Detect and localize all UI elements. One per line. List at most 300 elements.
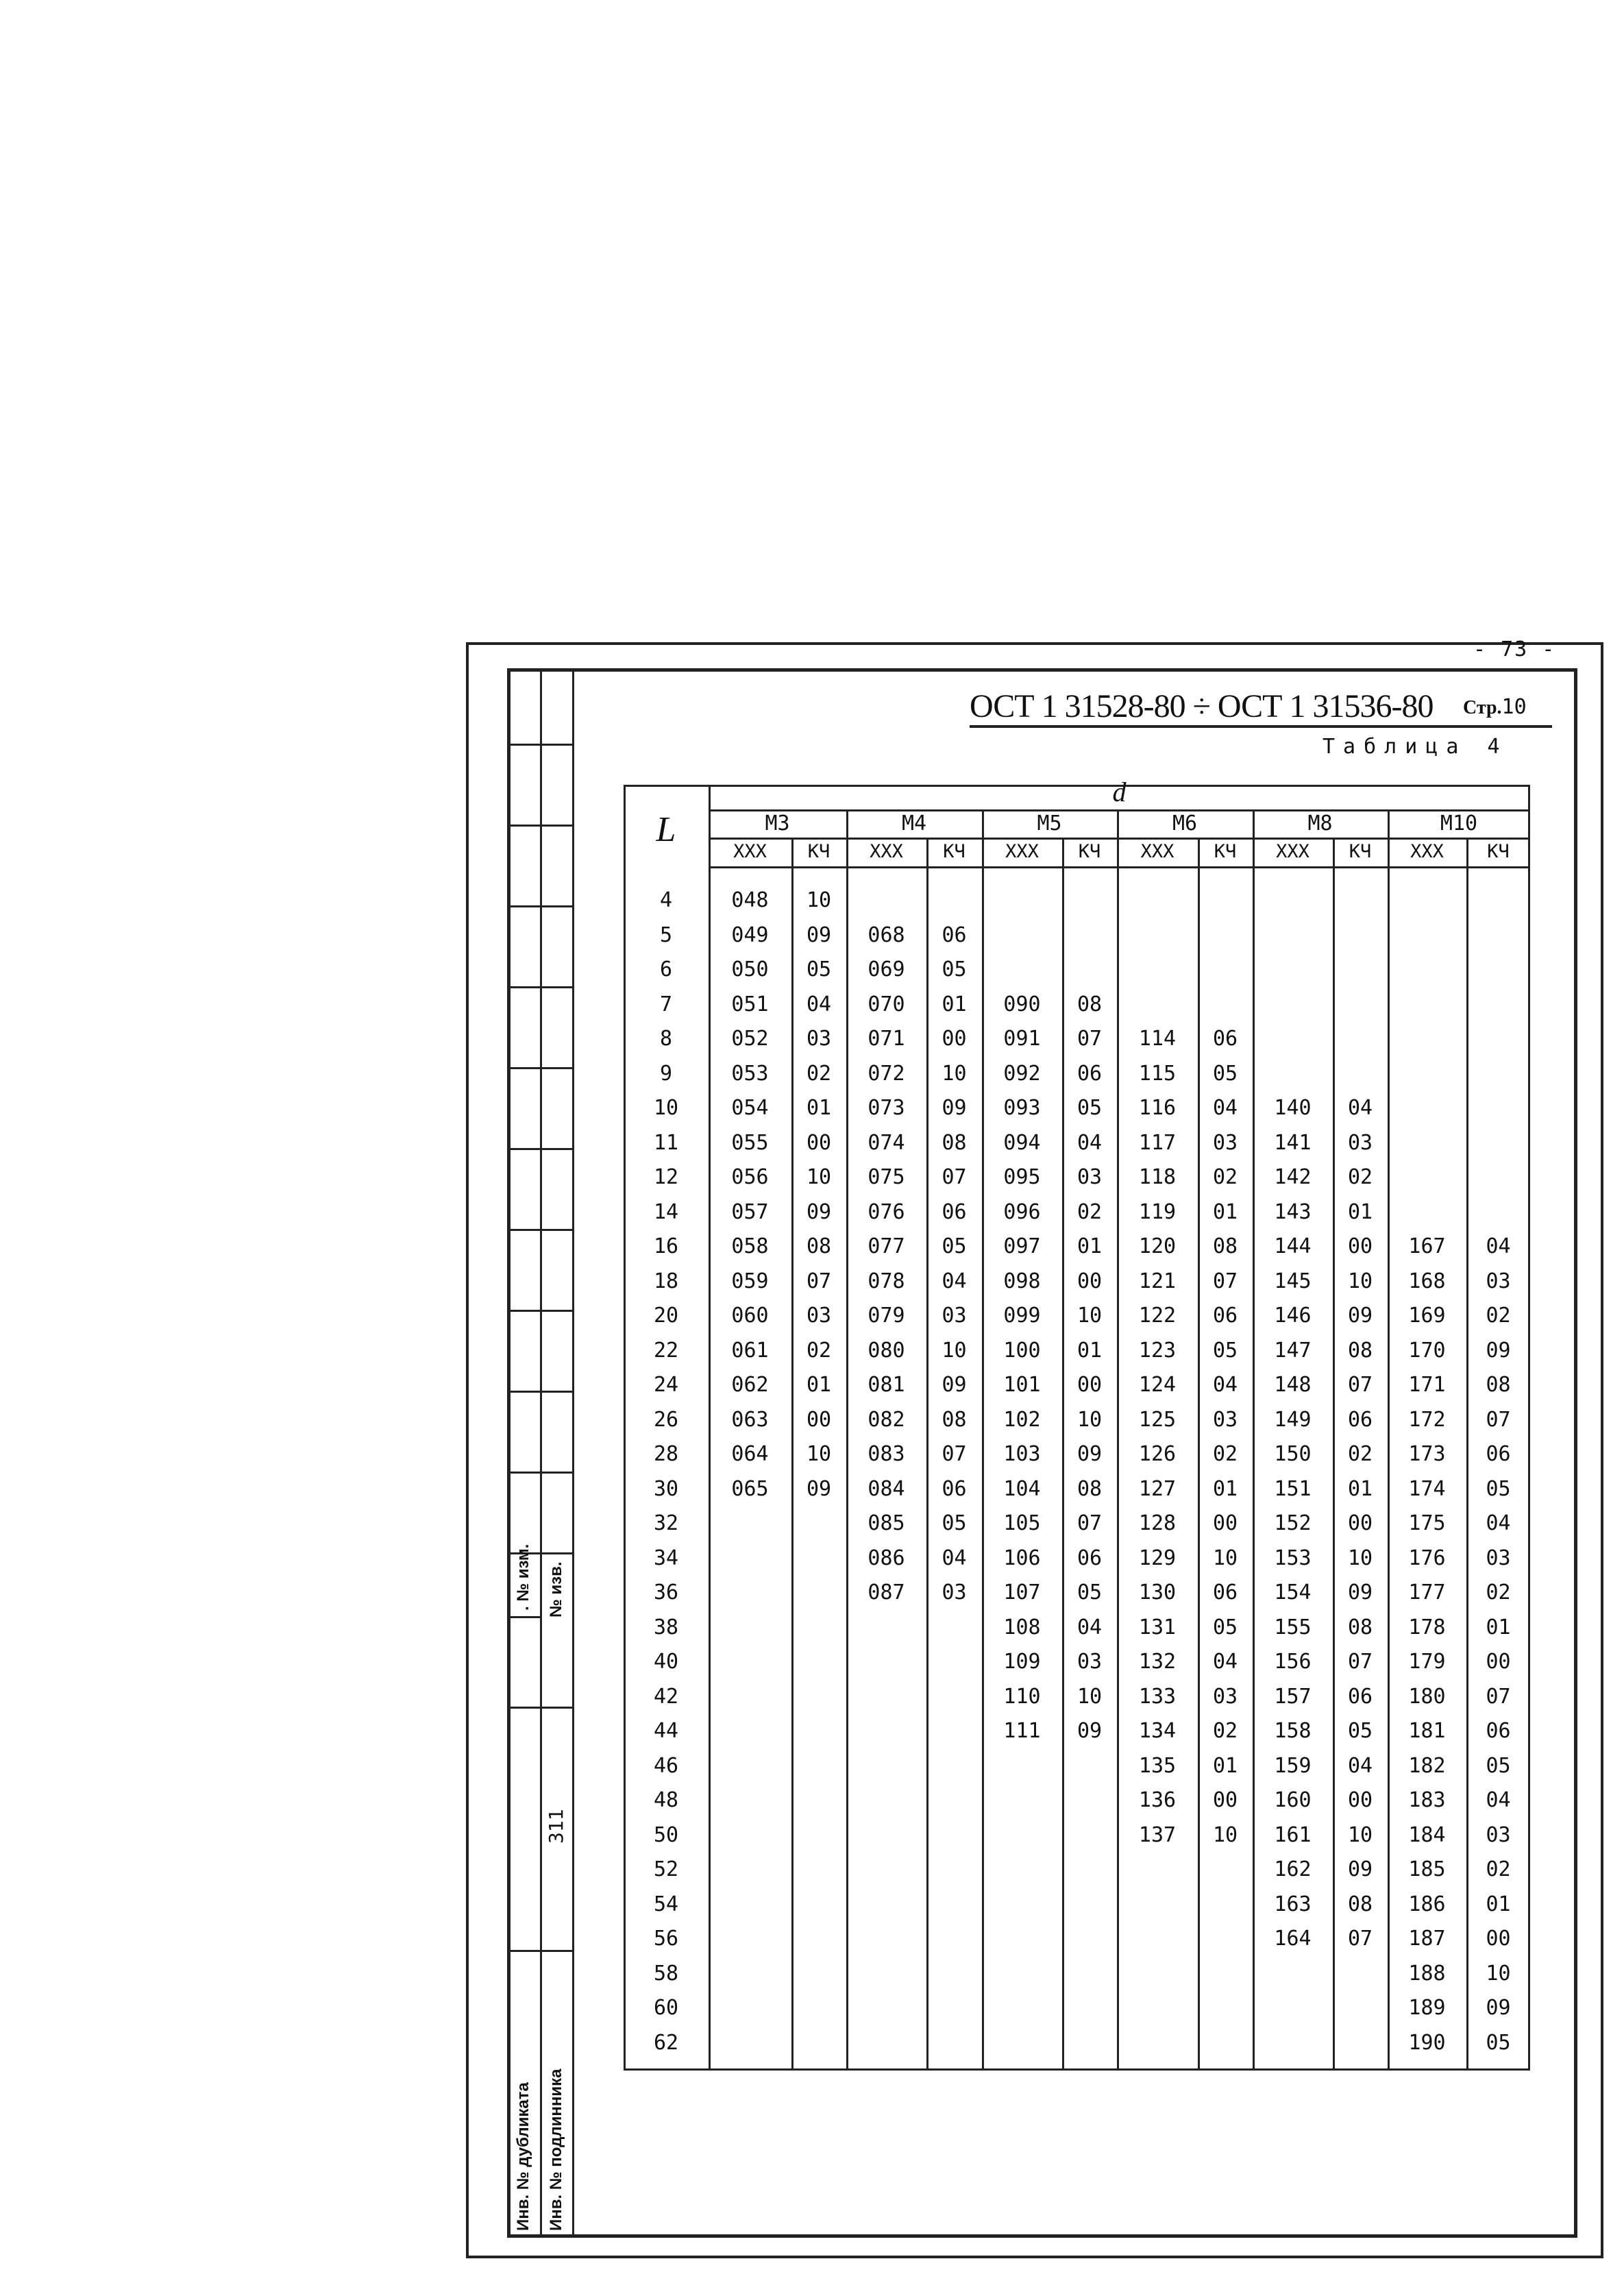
kch-cell: 03 xyxy=(1212,1130,1238,1155)
length-cell: 20 xyxy=(653,1304,679,1328)
length-cell: 7 xyxy=(659,992,673,1016)
kch-cell: 05 xyxy=(1076,1580,1103,1604)
xxx-cell: 064 xyxy=(731,1442,769,1466)
kch-cell: 10 xyxy=(1347,1269,1373,1293)
kch-cell: 10 xyxy=(806,1165,832,1189)
kch-cell: 06 xyxy=(1076,1061,1103,1086)
xxx-cell: 117 xyxy=(1138,1130,1177,1155)
kch-cell: 08 xyxy=(1076,1476,1103,1501)
kch-cell: 00 xyxy=(1486,1927,1511,1951)
xxx-cell: 188 xyxy=(1408,1961,1446,1986)
kch-cell: 01 xyxy=(1347,1199,1373,1224)
xxx-cell: 081 xyxy=(868,1373,905,1397)
kch-cell: 02 xyxy=(1212,1442,1238,1466)
kch-cell: 10 xyxy=(1347,1546,1373,1570)
change-number-label: . № изм. xyxy=(514,1543,532,1611)
xxx-cell: 118 xyxy=(1138,1165,1177,1189)
xxx-cell: 156 xyxy=(1274,1650,1312,1674)
kch-cell: 06 xyxy=(942,1199,967,1224)
kch-cell: 10 xyxy=(1212,1546,1238,1570)
xxx-cell: 186 xyxy=(1408,1892,1446,1916)
kch-cell: 01 xyxy=(1212,1753,1238,1778)
xxx-cell: 073 xyxy=(868,1096,905,1120)
length-cell: 11 xyxy=(653,1130,679,1155)
xxx-cell: 116 xyxy=(1138,1096,1177,1120)
xxx-cell: 187 xyxy=(1408,1927,1446,1951)
page-label-text: Стр. xyxy=(1463,697,1502,718)
xxx-cell: 108 xyxy=(1003,1615,1041,1639)
xxx-cell: 171 xyxy=(1408,1373,1446,1397)
kch-cell: 00 xyxy=(1212,1788,1238,1812)
kch-cell: 00 xyxy=(806,1407,832,1432)
kch-cell: 08 xyxy=(1347,1615,1373,1639)
xxx-cell: 103 xyxy=(1003,1442,1041,1466)
kch-cell: 01 xyxy=(1076,1234,1103,1258)
kch-cell: 03 xyxy=(1486,1822,1511,1847)
subheader-kch: КЧ xyxy=(1214,841,1237,862)
length-cell: 9 xyxy=(659,1061,673,1086)
kch-cell: 04 xyxy=(1486,1788,1511,1812)
kch-cell: 02 xyxy=(806,1338,832,1363)
length-cell: 56 xyxy=(653,1927,679,1951)
xxx-cell: 140 xyxy=(1274,1096,1312,1120)
xxx-cell: 119 xyxy=(1138,1199,1177,1224)
xxx-cell: 183 xyxy=(1408,1788,1446,1812)
kch-cell: 06 xyxy=(1486,1442,1511,1466)
length-cell: 50 xyxy=(653,1822,679,1847)
kch-cell: 09 xyxy=(1076,1719,1103,1743)
xxx-cell: 053 xyxy=(731,1061,769,1086)
xxx-cell: 132 xyxy=(1138,1650,1177,1674)
kch-cell: 04 xyxy=(1486,1511,1511,1535)
xxx-cell: 175 xyxy=(1408,1511,1446,1535)
xxx-cell: 100 xyxy=(1003,1338,1041,1363)
xxx-cell: 086 xyxy=(868,1546,905,1570)
kch-cell: 07 xyxy=(1486,1684,1511,1709)
xxx-cell: 097 xyxy=(1003,1234,1041,1258)
xxx-cell: 114 xyxy=(1138,1027,1177,1051)
kch-cell: 02 xyxy=(1347,1442,1373,1466)
xxx-cell: 189 xyxy=(1408,1996,1446,2020)
kch-cell: 00 xyxy=(1347,1511,1373,1535)
table-border-top xyxy=(624,785,1530,787)
kch-cell: 05 xyxy=(1486,1753,1511,1778)
subheader-kch: КЧ xyxy=(1487,841,1510,862)
length-cell: 24 xyxy=(653,1373,679,1397)
kch-cell: 05 xyxy=(942,1511,967,1535)
kch-cell: 00 xyxy=(1347,1234,1373,1258)
kch-cell: 05 xyxy=(942,1234,967,1258)
kch-cell: 04 xyxy=(1076,1615,1103,1639)
kch-cell: 09 xyxy=(1347,1580,1373,1604)
length-cell: 6 xyxy=(659,957,673,981)
kch-cell: 05 xyxy=(1076,1096,1103,1120)
xxx-cell: 102 xyxy=(1003,1407,1041,1432)
xxx-cell: 093 xyxy=(1003,1096,1041,1120)
subheader-kch: КЧ xyxy=(943,841,965,862)
xxx-cell: 152 xyxy=(1274,1511,1312,1535)
xxx-cell: 176 xyxy=(1408,1546,1446,1570)
xxx-cell: 090 xyxy=(1003,992,1041,1016)
kch-cell: 07 xyxy=(1212,1269,1238,1293)
xxx-cell: 133 xyxy=(1138,1684,1177,1709)
xxx-cell: 160 xyxy=(1274,1788,1312,1812)
xxx-cell: 051 xyxy=(731,992,769,1016)
kch-cell: 04 xyxy=(806,992,832,1016)
kch-cell: 04 xyxy=(1076,1130,1103,1155)
xxx-cell: 181 xyxy=(1408,1719,1446,1743)
xxx-cell: 136 xyxy=(1138,1788,1177,1812)
xxx-cell: 161 xyxy=(1274,1822,1312,1847)
length-cell: 44 xyxy=(653,1719,679,1743)
kch-cell: 02 xyxy=(1212,1165,1238,1189)
xxx-cell: 059 xyxy=(731,1269,769,1293)
xxx-cell: 174 xyxy=(1408,1476,1446,1501)
length-cell: 14 xyxy=(653,1199,679,1224)
kch-cell: 01 xyxy=(1486,1892,1511,1916)
xxx-cell: 082 xyxy=(868,1407,905,1432)
xxx-cell: 128 xyxy=(1138,1511,1177,1535)
kch-cell: 05 xyxy=(1486,1476,1511,1501)
kch-cell: 07 xyxy=(942,1442,967,1466)
xxx-cell: 077 xyxy=(868,1234,905,1258)
kch-cell: 03 xyxy=(1347,1130,1373,1155)
kch-cell: 04 xyxy=(1347,1096,1373,1120)
xxx-cell: 070 xyxy=(868,992,905,1016)
xxx-cell: 172 xyxy=(1408,1407,1446,1432)
xxx-cell: 157 xyxy=(1274,1684,1312,1709)
notice-number-label: № изв. xyxy=(547,1561,565,1617)
xxx-cell: 179 xyxy=(1408,1650,1446,1674)
length-cell: 30 xyxy=(653,1476,679,1501)
xxx-cell: 122 xyxy=(1138,1304,1177,1328)
kch-cell: 08 xyxy=(942,1130,967,1155)
xxx-cell: 141 xyxy=(1274,1130,1312,1155)
xxx-cell: 143 xyxy=(1274,1199,1312,1224)
kch-cell: 07 xyxy=(942,1165,967,1189)
xxx-cell: 068 xyxy=(868,923,905,947)
xxx-cell: 055 xyxy=(731,1130,769,1155)
xxx-cell: 149 xyxy=(1274,1407,1312,1432)
xxx-cell: 154 xyxy=(1274,1580,1312,1604)
kch-cell: 02 xyxy=(1347,1165,1373,1189)
kch-cell: 07 xyxy=(1347,1373,1373,1397)
header-line-sizes xyxy=(709,838,1530,840)
length-cell: 60 xyxy=(653,1996,679,2020)
xxx-cell: 137 xyxy=(1138,1822,1177,1847)
length-cell: 5 xyxy=(659,923,673,947)
xxx-cell: 104 xyxy=(1003,1476,1041,1501)
xxx-cell: 056 xyxy=(731,1165,769,1189)
length-cell: 36 xyxy=(653,1580,679,1604)
subheader-xxx: ХХХ xyxy=(1140,841,1174,862)
kch-cell: 09 xyxy=(1076,1442,1103,1466)
kch-cell: 01 xyxy=(1486,1615,1511,1639)
size-header-m6: М6 xyxy=(1172,811,1198,835)
subheader-xxx: ХХХ xyxy=(870,841,903,862)
xxx-cell: 106 xyxy=(1003,1546,1041,1570)
xxx-cell: 105 xyxy=(1003,1511,1041,1535)
kch-cell: 01 xyxy=(1076,1338,1103,1363)
xxx-cell: 101 xyxy=(1003,1373,1041,1397)
xxx-cell: 083 xyxy=(868,1442,905,1466)
kch-cell: 07 xyxy=(1076,1027,1103,1051)
kch-cell: 10 xyxy=(1076,1684,1103,1709)
length-cell: 62 xyxy=(653,2030,679,2055)
kch-cell: 04 xyxy=(1212,1096,1238,1120)
xxx-cell: 169 xyxy=(1408,1304,1446,1328)
kch-cell: 01 xyxy=(806,1373,832,1397)
size-header-m10: М10 xyxy=(1440,811,1478,835)
subheader-xxx: ХХХ xyxy=(1410,841,1444,862)
kch-cell: 03 xyxy=(1486,1269,1511,1293)
kch-cell: 00 xyxy=(1212,1511,1238,1535)
kch-cell: 07 xyxy=(806,1269,832,1293)
xxx-cell: 173 xyxy=(1408,1442,1446,1466)
kch-cell: 06 xyxy=(942,923,967,947)
kch-cell: 08 xyxy=(806,1234,832,1258)
kch-cell: 09 xyxy=(806,923,832,947)
subheader-kch: КЧ xyxy=(807,841,831,862)
length-cell: 22 xyxy=(653,1338,679,1363)
length-cell: 18 xyxy=(653,1269,679,1293)
kch-cell: 02 xyxy=(1212,1719,1238,1743)
kch-cell: 09 xyxy=(1486,1996,1511,2020)
kch-cell: 01 xyxy=(1212,1199,1238,1224)
xxx-cell: 062 xyxy=(731,1373,769,1397)
inventory-value: 311 xyxy=(545,1809,567,1844)
length-cell: 54 xyxy=(653,1892,679,1916)
xxx-cell: 078 xyxy=(868,1269,905,1293)
kch-cell: 10 xyxy=(942,1061,967,1086)
xxx-cell: 190 xyxy=(1408,2030,1446,2055)
xxx-cell: 148 xyxy=(1274,1373,1312,1397)
xxx-cell: 121 xyxy=(1138,1269,1177,1293)
xxx-cell: 163 xyxy=(1274,1892,1312,1916)
subheader-xxx: ХХХ xyxy=(1005,841,1039,862)
xxx-cell: 182 xyxy=(1408,1753,1446,1778)
xxx-cell: 178 xyxy=(1408,1615,1446,1639)
kch-cell: 02 xyxy=(806,1061,832,1086)
xxx-cell: 142 xyxy=(1274,1165,1312,1189)
xxx-cell: 080 xyxy=(868,1338,905,1363)
xxx-cell: 065 xyxy=(731,1476,769,1501)
kch-cell: 10 xyxy=(1076,1407,1103,1432)
size-header-m5: М5 xyxy=(1037,811,1062,835)
kch-cell: 05 xyxy=(1486,2030,1511,2055)
xxx-cell: 074 xyxy=(868,1130,905,1155)
kch-cell: 06 xyxy=(1212,1304,1238,1328)
kch-cell: 00 xyxy=(806,1130,832,1155)
kch-cell: 06 xyxy=(1486,1719,1511,1743)
row-header-l: L xyxy=(656,810,676,849)
kch-cell: 05 xyxy=(1347,1719,1373,1743)
kch-cell: 10 xyxy=(1212,1822,1238,1847)
xxx-cell: 096 xyxy=(1003,1199,1041,1224)
kch-cell: 09 xyxy=(942,1096,967,1120)
document-title: ОСТ 1 31528-80 ÷ ОСТ 1 31536-80 xyxy=(970,688,1434,724)
xxx-cell: 164 xyxy=(1274,1927,1312,1951)
size-header-m8: М8 xyxy=(1307,811,1333,835)
xxx-cell: 069 xyxy=(868,957,905,981)
kch-cell: 09 xyxy=(1347,1857,1373,1881)
xxx-cell: 158 xyxy=(1274,1719,1312,1743)
xxx-cell: 071 xyxy=(868,1027,905,1051)
kch-cell: 07 xyxy=(1076,1511,1103,1535)
xxx-cell: 094 xyxy=(1003,1130,1041,1155)
length-cell: 28 xyxy=(653,1442,679,1466)
xxx-cell: 052 xyxy=(731,1027,769,1051)
kch-cell: 01 xyxy=(806,1096,832,1120)
xxx-cell: 151 xyxy=(1274,1476,1312,1501)
xxx-cell: 167 xyxy=(1408,1234,1446,1258)
xxx-cell: 084 xyxy=(868,1476,905,1501)
kch-cell: 02 xyxy=(1486,1857,1511,1881)
length-cell: 8 xyxy=(659,1027,673,1051)
xxx-cell: 111 xyxy=(1003,1719,1041,1743)
kch-cell: 08 xyxy=(942,1407,967,1432)
kch-cell: 10 xyxy=(1347,1822,1373,1847)
kch-cell: 03 xyxy=(942,1304,967,1328)
size-header-m4: М4 xyxy=(901,811,927,835)
kch-cell: 09 xyxy=(1347,1304,1373,1328)
group-header-d: d xyxy=(1112,777,1127,807)
xxx-cell: 126 xyxy=(1138,1442,1177,1466)
kch-cell: 00 xyxy=(942,1027,967,1051)
length-cell: 58 xyxy=(653,1961,679,1986)
xxx-cell: 146 xyxy=(1274,1304,1312,1328)
kch-cell: 08 xyxy=(1347,1892,1373,1916)
length-cell: 12 xyxy=(653,1165,679,1189)
xxx-cell: 185 xyxy=(1408,1857,1446,1881)
xxx-cell: 180 xyxy=(1408,1684,1446,1709)
kch-cell: 07 xyxy=(1347,1927,1373,1951)
length-cell: 26 xyxy=(653,1407,679,1432)
kch-cell: 00 xyxy=(1076,1269,1103,1293)
kch-cell: 03 xyxy=(806,1027,832,1051)
size-header-m3: М3 xyxy=(765,811,790,835)
kch-cell: 03 xyxy=(1212,1407,1238,1432)
kch-cell: 04 xyxy=(942,1546,967,1570)
length-cell: 40 xyxy=(653,1650,679,1674)
kch-cell: 09 xyxy=(942,1373,967,1397)
kch-cell: 08 xyxy=(1347,1338,1373,1363)
xxx-cell: 147 xyxy=(1274,1338,1312,1363)
xxx-cell: 131 xyxy=(1138,1615,1177,1639)
header-line-subheaders xyxy=(709,866,1530,868)
xxx-cell: 150 xyxy=(1274,1442,1312,1466)
kch-cell: 00 xyxy=(1076,1373,1103,1397)
xxx-cell: 124 xyxy=(1138,1373,1177,1397)
xxx-cell: 057 xyxy=(731,1199,769,1224)
kch-cell: 09 xyxy=(806,1476,832,1501)
xxx-cell: 162 xyxy=(1274,1857,1312,1881)
length-cell: 48 xyxy=(653,1788,679,1812)
kch-cell: 00 xyxy=(1347,1788,1373,1812)
page-number: - 73 - xyxy=(1473,637,1556,661)
kch-cell: 05 xyxy=(1212,1338,1238,1363)
kch-cell: 07 xyxy=(1347,1650,1373,1674)
kch-cell: 03 xyxy=(942,1580,967,1604)
xxx-cell: 184 xyxy=(1408,1822,1446,1847)
xxx-cell: 127 xyxy=(1138,1476,1177,1501)
xxx-cell: 125 xyxy=(1138,1407,1177,1432)
kch-cell: 03 xyxy=(806,1304,832,1328)
xxx-cell: 134 xyxy=(1138,1719,1177,1743)
kch-cell: 04 xyxy=(1212,1650,1238,1674)
xxx-cell: 087 xyxy=(868,1580,905,1604)
kch-cell: 01 xyxy=(942,992,967,1016)
kch-cell: 04 xyxy=(942,1269,967,1293)
xxx-cell: 120 xyxy=(1138,1234,1177,1258)
length-cell: 46 xyxy=(653,1753,679,1778)
kch-cell: 06 xyxy=(942,1476,967,1501)
duplicate-inventory-label: Инв. № дубликата xyxy=(514,2082,532,2231)
kch-cell: 02 xyxy=(1486,1304,1511,1328)
table-caption: Таблица 4 xyxy=(1322,735,1508,759)
kch-cell: 10 xyxy=(942,1338,967,1363)
kch-cell: 04 xyxy=(1212,1373,1238,1397)
table-border-bottom xyxy=(624,2068,1530,2071)
xxx-cell: 099 xyxy=(1003,1304,1041,1328)
kch-cell: 06 xyxy=(1212,1027,1238,1051)
kch-cell: 06 xyxy=(1076,1546,1103,1570)
xxx-cell: 058 xyxy=(731,1234,769,1258)
length-cell: 16 xyxy=(653,1234,679,1258)
xxx-cell: 129 xyxy=(1138,1546,1177,1570)
xxx-cell: 061 xyxy=(731,1338,769,1363)
length-cell: 34 xyxy=(653,1546,679,1570)
kch-cell: 06 xyxy=(1212,1580,1238,1604)
kch-cell: 08 xyxy=(1212,1234,1238,1258)
xxx-cell: 130 xyxy=(1138,1580,1177,1604)
kch-cell: 04 xyxy=(1486,1234,1511,1258)
page-label-value: 10 xyxy=(1501,695,1527,719)
kch-cell: 10 xyxy=(1486,1961,1511,1986)
kch-cell: 06 xyxy=(1347,1407,1373,1432)
xxx-cell: 049 xyxy=(731,923,769,947)
original-inventory-label: Инв. № подлинника xyxy=(547,2068,565,2231)
kch-cell: 02 xyxy=(1076,1199,1103,1224)
xxx-cell: 075 xyxy=(868,1165,905,1189)
xxx-cell: 076 xyxy=(868,1199,905,1224)
kch-cell: 03 xyxy=(1212,1684,1238,1709)
length-cell: 38 xyxy=(653,1615,679,1639)
kch-cell: 03 xyxy=(1076,1165,1103,1189)
xxx-cell: 159 xyxy=(1274,1753,1312,1778)
kch-cell: 07 xyxy=(1486,1407,1511,1432)
kch-cell: 02 xyxy=(1486,1580,1511,1604)
xxx-cell: 054 xyxy=(731,1096,769,1120)
xxx-cell: 107 xyxy=(1003,1580,1041,1604)
header-line-group xyxy=(709,809,1530,811)
kch-cell: 05 xyxy=(806,957,832,981)
kch-cell: 09 xyxy=(1486,1338,1511,1363)
xxx-cell: 144 xyxy=(1274,1234,1312,1258)
xxx-cell: 123 xyxy=(1138,1338,1177,1363)
length-cell: 52 xyxy=(653,1857,679,1881)
xxx-cell: 091 xyxy=(1003,1027,1041,1051)
xxx-cell: 060 xyxy=(731,1304,769,1328)
kch-cell: 10 xyxy=(806,888,832,912)
xxx-cell: 092 xyxy=(1003,1061,1041,1086)
xxx-cell: 153 xyxy=(1274,1546,1312,1570)
xxx-cell: 115 xyxy=(1138,1061,1177,1086)
kch-cell: 01 xyxy=(1212,1476,1238,1501)
xxx-cell: 155 xyxy=(1274,1615,1312,1639)
kch-cell: 04 xyxy=(1347,1753,1373,1778)
subheader-kch: КЧ xyxy=(1078,841,1101,862)
